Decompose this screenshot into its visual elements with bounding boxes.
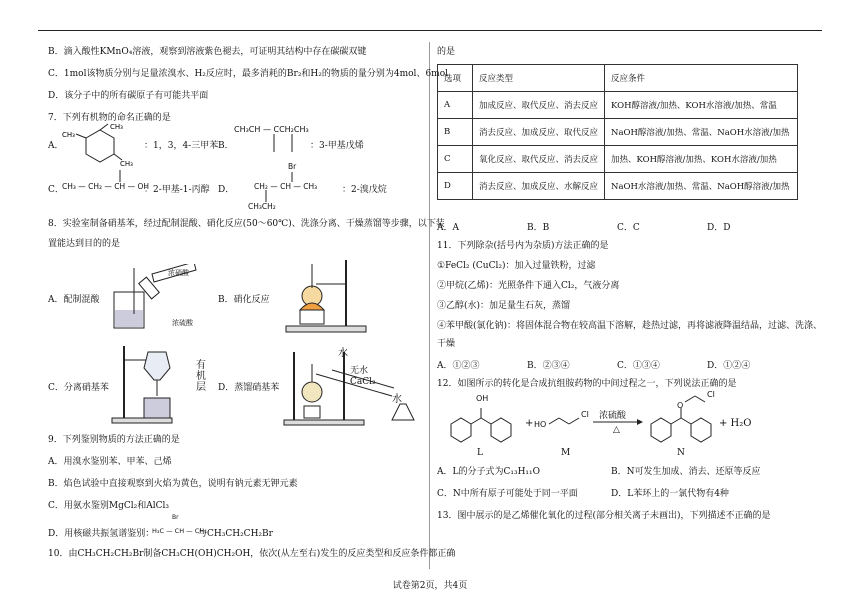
q11-options [437, 358, 797, 371]
q7-d-br: Br [288, 162, 297, 171]
q12-plus-water: + H₂O [719, 418, 752, 429]
reaction-table [437, 64, 798, 200]
q6-option-c: C．1mol该物质分别与足量浓溴水、H₂反应时，最多消耗的Br₂和H₂的物质的量分别为4mol、6mol [48, 69, 448, 79]
q12-option-d: D．L苯环上的一氯代物有4种 [611, 489, 729, 499]
table-header-cell: 反应类型 [473, 65, 605, 92]
q10-option: B．B [527, 223, 550, 233]
table-row [438, 119, 798, 146]
table-header-cell: 选项 [438, 65, 473, 92]
svg-text:CH₃: CH₃ [120, 160, 133, 166]
q7-d-letter: D． [218, 185, 235, 195]
q9-option-a: A．用溴水鉴别苯、甲苯、己烯 [48, 457, 172, 467]
q7-b-structure: CH₃CH — CCH₂CH₃ [234, 125, 309, 134]
q8-d-calcium-chloride: 无水CaCl₂ [350, 366, 376, 387]
trimethylbenzene-structure [60, 122, 140, 166]
q11-option: A．①②③ [437, 361, 480, 371]
q7-d-sub: CH₃CH₂ [248, 202, 276, 211]
page-footer: 试卷第2页，共4页 [392, 581, 468, 591]
q8-d-water-out: 水 [392, 394, 402, 405]
table-header-row [438, 65, 798, 92]
q10-option: C．C [617, 223, 640, 233]
q12-option-a: A．L的分子式为C₁₃H₁₁O [437, 467, 541, 477]
q10-option: A．A [437, 223, 459, 233]
q11-option: D．①②④ [707, 361, 751, 371]
q9-option-d-post: 与CH₃CH₂CH₂Br [198, 529, 273, 539]
q12-n-cl: Cl [707, 390, 715, 399]
table-cell: 加成反应、取代反应、消去反应 [473, 92, 605, 119]
question-12: 12．如图所示的转化是合成抗组胺药物的中间过程之一，下列说法正确的是 [437, 379, 737, 389]
q12-label-m: M [561, 448, 571, 458]
column-divider [429, 42, 430, 569]
question-7: 7．下列有机物的命名正确的是 [48, 113, 171, 123]
q7-c-structure: CH₃ — CH₂ — CH — OH [62, 182, 149, 191]
svg-text:CH₃: CH₃ [62, 131, 75, 139]
q8-a-label: A．配制混酸 [48, 295, 100, 305]
q12-label-l: L [477, 448, 483, 458]
q8-c-organic-layer: 有机层 [196, 360, 206, 393]
q12-reaction-scheme [437, 394, 823, 460]
svg-text:CH₃: CH₃ [110, 123, 123, 131]
q11-item-1: ①FeCl₂ (CuCl₂)：加入过量铁粉，过滤 [437, 261, 596, 271]
q7-d-name: ：2-溴戊烷 [342, 185, 387, 195]
q8-d-label: D．蒸馏硝基苯 [218, 383, 280, 393]
table-row [438, 92, 798, 119]
q12-heat: △ [613, 425, 620, 435]
q9-option-b: B．焰色试验中直接观察到火焰为黄色，说明有钠元素无钾元素 [48, 479, 298, 489]
q8-b-label: B．硝化反应 [218, 295, 270, 305]
question-8-line1: 8．实验室制备硝基苯，经过配制混酸、硝化反应(50～60℃)、洗涤分离、干燥蒸馏等步骤，以下装 [48, 219, 445, 229]
q12-plus-1: + [525, 418, 534, 429]
question-8-line2: 置能达到目的的是 [48, 239, 121, 249]
q11-item-3: ③乙醇(水)：加足量生石灰，蒸馏 [437, 301, 571, 311]
q7-b-letter: B． [218, 141, 234, 151]
table-cell: 氧化反应、取代反应、消去反应 [473, 146, 605, 173]
q8-a-nitric-label: 浓硝酸 [168, 269, 189, 277]
q12-n-o: O [677, 401, 684, 410]
table-cell: KOH醇溶液/加热、KOH水溶液/加热、常温 [605, 92, 798, 119]
question-10: 10．由CH₃CH₂CH₂Br制备CH₃CH(OH)CH₂OH，依次(从左至右)发生的反应类型和反应条件都正确 [48, 549, 456, 559]
q11-item-4-line1: ④苯甲酸(氯化钠)：将固体混合物在较高温下溶解，趁热过滤，再将滤液降温结晶，过滤、洗涤、 [437, 321, 823, 331]
q11-option: B．②③④ [527, 361, 570, 371]
table-cell: NaOH醇溶液/加热、常温、NaOH水溶液/加热 [605, 119, 798, 146]
table-cell: 消去反应、加成反应、水解反应 [473, 173, 605, 200]
q7-d-structure: CH₂ — CH — CH₃ [254, 182, 318, 191]
q12-m-ho: HO [534, 420, 547, 429]
table-row [438, 146, 798, 173]
table-cell: C [438, 146, 473, 173]
q6-option-d: D．该分子中的所有碳原子有可能共平面 [48, 91, 209, 101]
header-rule [38, 30, 822, 31]
q7-c-letter: C． [48, 185, 64, 195]
q11-item-4-line2: 干燥 [437, 339, 456, 349]
q6-option-b: B．滴入酸性KMnO₄溶液，观察到溶液紫色褪去，可证明其结构中存在碳碳双键 [48, 47, 367, 57]
q8-d-water-in: 水 [338, 348, 348, 359]
q9-d-structure: H₃C — CH — CH₃ [152, 527, 207, 535]
table-cell: 加热、KOH醇溶液/加热、KOH水溶液/加热 [605, 146, 798, 173]
q7-a-letter: A． [48, 141, 64, 151]
question-11: 11．下列除杂(括号内为杂质)方法正确的是 [437, 241, 609, 251]
question-9: 9．下列鉴别物质的方法正确的是 [48, 435, 180, 445]
table-cell: D [438, 173, 473, 200]
q7-b-bonds [268, 132, 308, 156]
q12-option-c: C．N中所有原子可能处于同一平面 [437, 489, 578, 499]
q12-m-cl: Cl [581, 410, 589, 419]
q11-item-2: ②甲烷(乙烯)：光照条件下通入Cl₂，气液分离 [437, 281, 620, 291]
q9-option-d-pre: D．用核磁共振氢谱鉴别： [48, 529, 155, 539]
q10-options [437, 220, 797, 233]
question-10-continued: 的是 [437, 47, 456, 57]
q9-d-br: Br [172, 514, 179, 521]
q7-c-branch [112, 168, 132, 182]
table-header-cell: 反应条件 [605, 65, 798, 92]
q12-l-oh: OH [476, 394, 489, 403]
table-cell: 消去反应、加成反应、取代反应 [473, 119, 605, 146]
table-cell: B [438, 119, 473, 146]
separating-funnel-apparatus [108, 342, 198, 424]
question-13: 13．图中展示的是乙烯催化氧化的过程(部分相关离子未画出)，下列描述不正确的是 [437, 511, 771, 521]
q8-a-sulfuric-label: 浓硫酸 [172, 319, 193, 327]
q8-c-label: C．分离硝基苯 [48, 383, 109, 393]
q10-option: D．D [707, 223, 731, 233]
q9-option-c: C．用氨水鉴别MgCl₂和AlCl₃ [48, 501, 169, 511]
table-cell: A [438, 92, 473, 119]
q7-b-name: ：3-甲基戊烯 [310, 141, 364, 151]
q12-option-b: B．N可发生加成、消去、还原等反应 [611, 467, 761, 477]
q11-option: C．①③④ [617, 361, 660, 371]
q7-a-name: ：1，3，4-三甲苯 [144, 141, 219, 151]
nitration-apparatus [276, 254, 386, 334]
table-row [438, 173, 798, 200]
q12-condition: 浓硫酸 [599, 411, 627, 421]
q7-c-name: ：2-甲基-1-丙醇 [144, 185, 210, 195]
table-cell: NaOH水溶液/加热、常温、NaOH醇溶液/加热 [605, 173, 798, 200]
q12-label-n: N [677, 448, 685, 458]
